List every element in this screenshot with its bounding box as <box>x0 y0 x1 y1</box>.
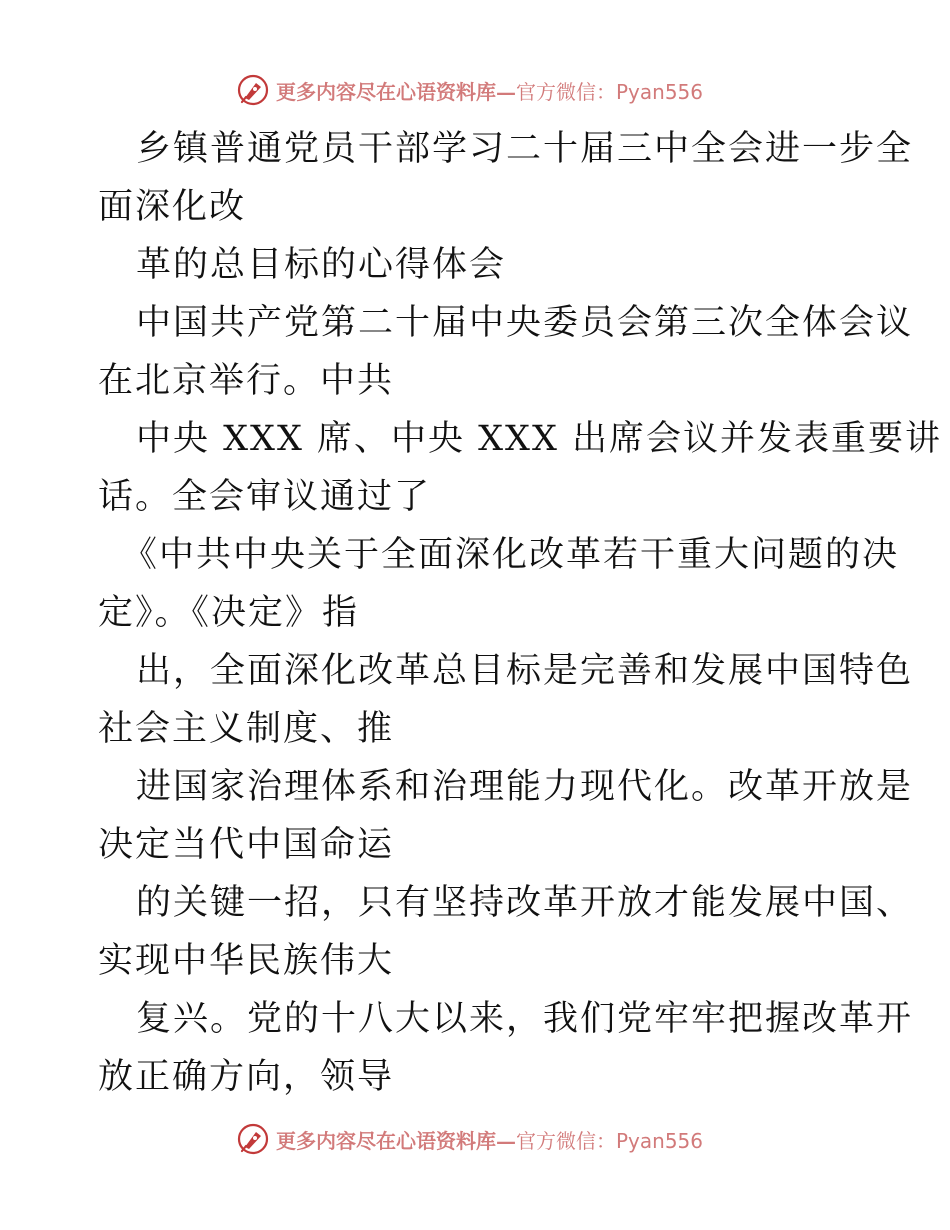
pen-nib-logo-icon <box>236 73 270 107</box>
header-banner-text: 更多内容尽在心语资料库— <box>276 79 516 104</box>
footer-banner[interactable] <box>236 1121 703 1157</box>
text-line: 复兴。党的十八大以来，我们党牢牢把握改革开 <box>136 999 914 1039</box>
header-banner[interactable] <box>236 72 703 108</box>
text-line: 面深化改 <box>98 187 247 227</box>
document-body <box>98 120 943 1106</box>
footer-banner-wechat: 官方微信：Pyan556 <box>516 1128 704 1153</box>
text-line: 进国家治理体系和治理能力现代化。改革开放是 <box>136 767 914 807</box>
text-line: 话。全会审议通过了 <box>98 477 432 517</box>
header-banner-wechat: 官方微信：Pyan556 <box>516 79 704 104</box>
text-line: 实现中华民族伟大 <box>98 941 395 981</box>
pen-nib-logo-icon <box>236 1122 270 1156</box>
text-line: 中央 XXX 席、中央 XXX 出席会议并发表重要讲 <box>136 419 943 459</box>
text-line: 放正确方向，领导 <box>98 1057 395 1097</box>
text-line: 出，全面深化改革总目标是完善和发展中国特色 <box>136 651 914 691</box>
text-line: 定》。《决定》指 <box>98 593 360 633</box>
footer-banner-text: 更多内容尽在心语资料库— <box>276 1128 516 1153</box>
text-line: 社会主义制度、推 <box>98 709 395 749</box>
text-line: 《中共中央关于全面深化改革若干重大问题的决 <box>122 535 900 575</box>
text-line: 革的总目标的心得体会 <box>136 245 507 285</box>
text-line: 决定当代中国命运 <box>98 825 395 865</box>
text-line: 的关键一招，只有坚持改革开放才能发展中国、 <box>136 883 914 923</box>
text-line: 乡镇普通党员干部学习二十届三中全会进一步全 <box>136 129 914 169</box>
text-line: 在北京举行。中共 <box>98 361 395 401</box>
text-line: 中国共产党第二十届中央委员会第三次全体会议 <box>136 303 914 343</box>
